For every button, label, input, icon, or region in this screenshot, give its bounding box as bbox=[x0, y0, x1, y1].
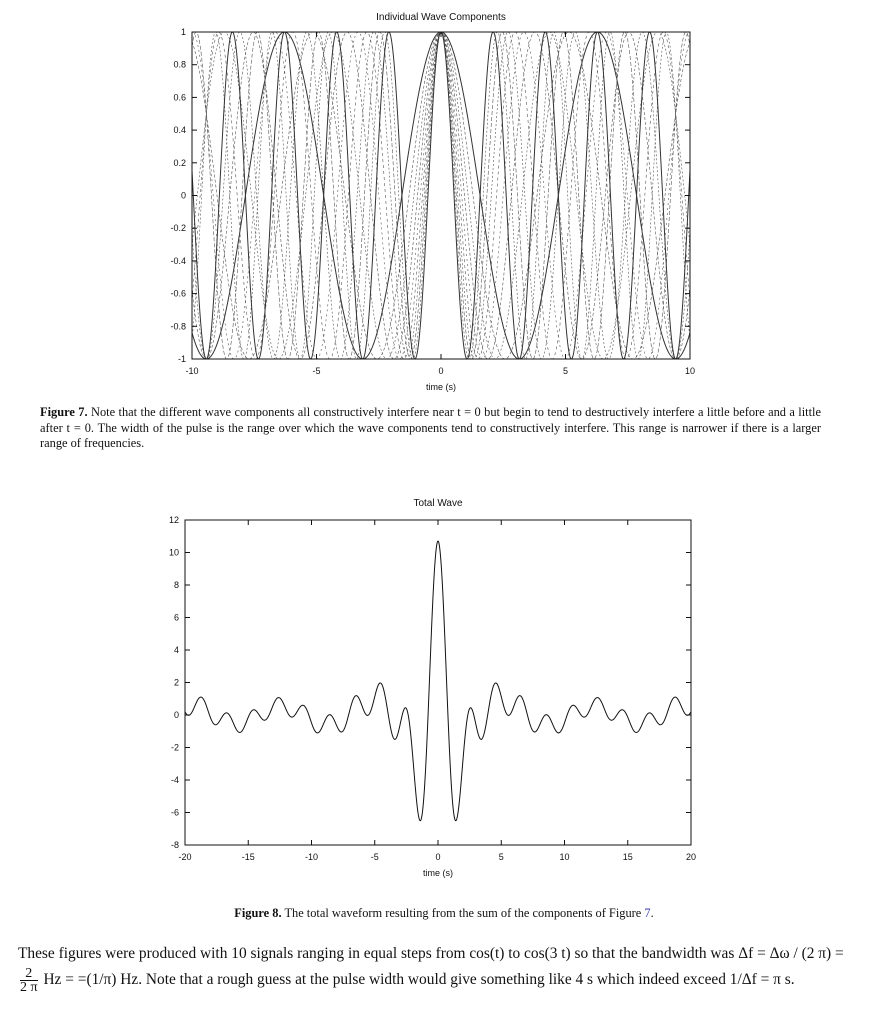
figure-8-title: Total Wave bbox=[413, 498, 463, 509]
figure-7-reference-link[interactable]: 7 bbox=[644, 906, 651, 920]
figure-8-ytick-label: 8 bbox=[173, 580, 179, 590]
figure-8-ytick-label: -4 bbox=[170, 775, 179, 785]
figure-7-plot-frame bbox=[192, 32, 690, 359]
figure-8-xtick-label: 20 bbox=[685, 852, 697, 862]
figure-8-caption bbox=[0, 906, 888, 922]
figure-7-xtick-label: 5 bbox=[562, 366, 569, 376]
figure-7-series-7 bbox=[192, 32, 690, 359]
figure-7-caption-text: Note that the different wave components all constructively interfere near t = 0 but begin to tend to destructively interfere a little before and a little after t = 0. The width of the pulse is the range over which the wave components tend to constructively interfere. This range is narrower if there is a larger range of frequencies. bbox=[40, 405, 822, 451]
figure-7-series-6 bbox=[192, 32, 690, 359]
figure-7-title: Individual Wave Components bbox=[376, 12, 506, 23]
figure-7-series-8 bbox=[192, 32, 690, 359]
figure-7-ytick-label: -1 bbox=[177, 354, 186, 364]
figure-8-xtick-label: -5 bbox=[370, 852, 379, 862]
figure-8-xtick-label: 10 bbox=[559, 852, 570, 862]
figure-8-total-wave-line bbox=[185, 541, 691, 821]
figure-7-series-2 bbox=[192, 32, 690, 359]
figure-8-ytick-label: -2 bbox=[170, 742, 179, 753]
figure-7-ytick-label: 0.2 bbox=[173, 157, 186, 168]
figure-8-xtick-label: -20 bbox=[178, 852, 192, 862]
figure-8-xtick-label: 15 bbox=[622, 852, 633, 862]
figure-7-xtick-label: 10 bbox=[684, 366, 696, 376]
figure-7-ytick-label: 1 bbox=[180, 27, 186, 37]
figure-7-caption bbox=[40, 405, 821, 452]
figure-8-ytick-label: 2 bbox=[173, 677, 179, 688]
figure-8-ytick-label: 4 bbox=[173, 645, 179, 655]
figure-8-plot-frame bbox=[185, 520, 691, 845]
figure-8-series bbox=[185, 541, 691, 821]
figure-7-ytick-label: 0.8 bbox=[173, 59, 186, 70]
figure-8-caption-label: Figure 8. bbox=[234, 906, 282, 920]
figure-8-ytick-label: 10 bbox=[168, 547, 179, 558]
figure-7-series bbox=[192, 32, 690, 359]
figure-8-chart bbox=[0, 490, 888, 890]
figure-7-caption-label: Figure 7. bbox=[40, 405, 88, 419]
figure-8-ticks bbox=[169, 515, 696, 862]
paragraph-text-2: Hz = =(1/π) Hz. Note that a rough guess at the pulse width would give something like 4 s which indeed exceed 1/Δf = π s. bbox=[43, 971, 795, 989]
figure-7-series-4 bbox=[192, 32, 690, 359]
figure-7-xtick-label: -10 bbox=[185, 366, 199, 376]
figure-7-ytick-label: -0.8 bbox=[170, 321, 186, 332]
figure-8-xtick-label: 5 bbox=[498, 852, 504, 862]
figure-8-ytick-label: 6 bbox=[173, 612, 179, 623]
figure-8-xtick-label: -15 bbox=[241, 852, 255, 862]
figure-8-xtick-label: 0 bbox=[435, 852, 441, 862]
figure-7-ytick-label: 0.4 bbox=[173, 125, 186, 136]
paragraph-text-1: These figures were produced with 10 signals ranging in equal steps from cos(t) to cos(3 t) so that the bandwidth was Δf = Δω / (2 π) = bbox=[18, 945, 844, 962]
figure-7-ticks bbox=[170, 27, 695, 376]
figure-7-series-10 bbox=[192, 32, 690, 359]
figure-7-series-9 bbox=[192, 32, 690, 359]
figure-7-ytick-label: 0 bbox=[180, 190, 186, 201]
figure-7-chart bbox=[0, 0, 888, 400]
figure-7-ytick-label: -0.2 bbox=[170, 223, 186, 234]
figure-7-xtick-label: 0 bbox=[438, 366, 444, 376]
figure-8-ytick-label: -8 bbox=[170, 840, 179, 850]
fraction-numerator: 2 bbox=[20, 967, 38, 981]
figure-7-xlabel: time (s) bbox=[426, 382, 456, 392]
figure-7-ytick-label: -0.4 bbox=[170, 255, 186, 266]
figure-7-xtick-label: -5 bbox=[312, 366, 321, 376]
figure-8-ytick-label: -6 bbox=[170, 807, 179, 818]
figure-7-series-1 bbox=[192, 32, 690, 359]
figure-8-xlabel: time (s) bbox=[423, 868, 453, 878]
body-paragraph bbox=[18, 941, 848, 994]
figure-7-ytick-label: 0.6 bbox=[173, 92, 186, 103]
figure-8-ytick-label: 0 bbox=[173, 710, 179, 720]
fraction-denominator: 2 π bbox=[20, 980, 38, 995]
figure-8-ytick-label: 12 bbox=[168, 515, 179, 525]
figure-8-caption-text: The total waveform resulting from the sum of the components of Figure bbox=[284, 906, 642, 920]
figure-7-series-3 bbox=[192, 32, 690, 359]
bandwidth-fraction bbox=[20, 967, 38, 994]
figure-7-series-5 bbox=[192, 32, 690, 359]
figure-7-ytick-label: -0.6 bbox=[170, 288, 186, 299]
figure-8-caption-end: . bbox=[650, 906, 654, 920]
figure-8-xtick-label: -10 bbox=[304, 852, 319, 862]
